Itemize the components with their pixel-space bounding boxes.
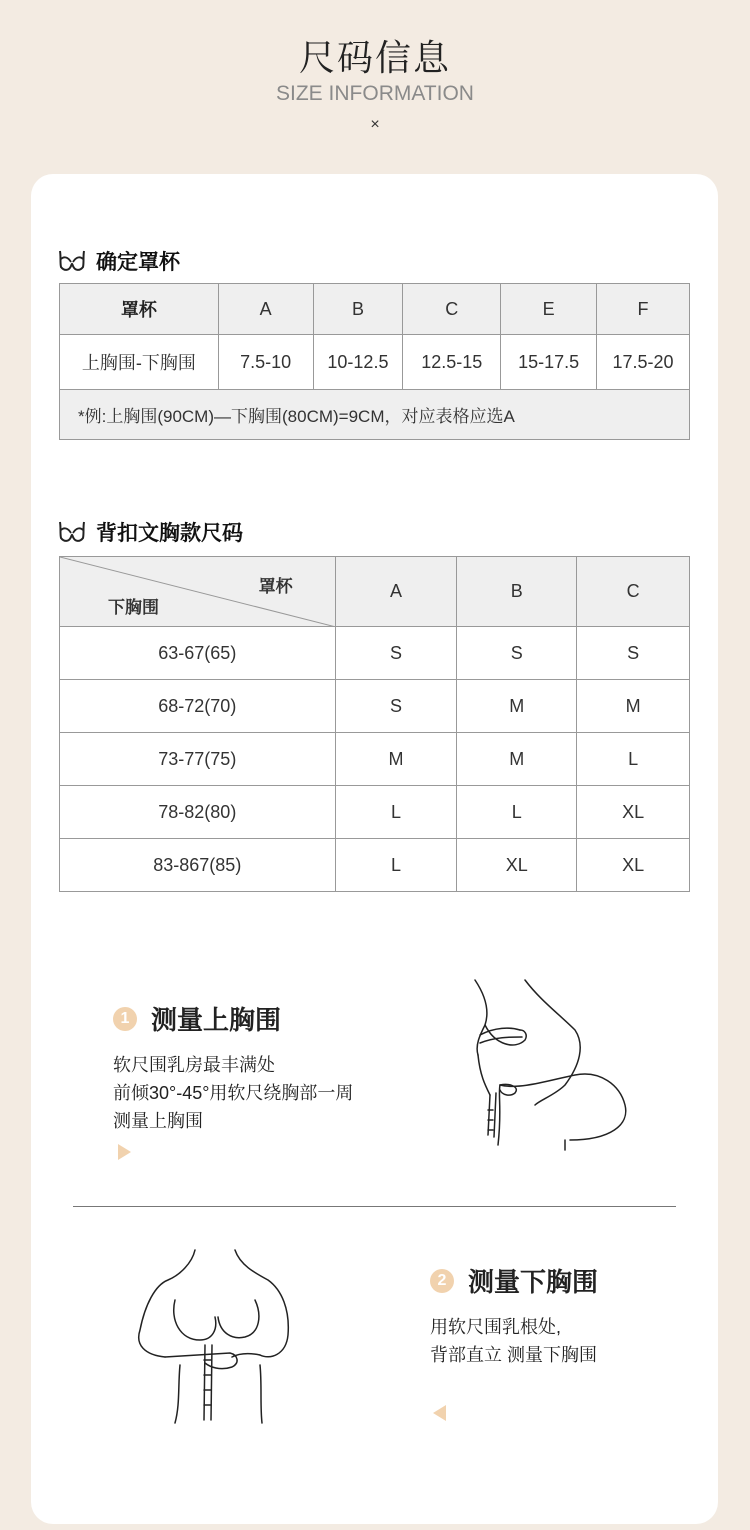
size-cell: L — [335, 786, 457, 839]
cup-value-cell: 15-17.5 — [501, 335, 597, 390]
close-icon[interactable]: × — [370, 116, 380, 133]
step-upper-bust — [113, 1000, 353, 1135]
size-cell: L — [577, 733, 690, 786]
size-cell: M — [335, 733, 457, 786]
cup-row-label: 上胸围-下胸围 — [60, 335, 219, 390]
step-title-text: 测量上胸围 — [151, 1005, 282, 1035]
size-cell: M — [457, 733, 577, 786]
table-row — [60, 680, 690, 733]
cup-table-row — [60, 335, 690, 390]
size-header-cell: C — [577, 557, 690, 627]
cup-header-cell: A — [218, 284, 313, 335]
cup-header-cell: E — [501, 284, 597, 335]
cup-section-title — [58, 246, 180, 276]
page-title: 尺码信息 — [298, 37, 451, 78]
cup-value-cell: 12.5-15 — [403, 335, 501, 390]
size-cell: XL — [577, 786, 690, 839]
play-right-icon — [118, 1144, 131, 1160]
size-table — [59, 556, 690, 892]
table-row — [60, 786, 690, 839]
cup-value-cell: 10-12.5 — [313, 335, 403, 390]
size-header-cell: A — [335, 557, 457, 627]
upper-bust-illustration — [440, 975, 640, 1155]
corner-under-label: 下胸围 — [108, 598, 159, 617]
cup-table-note-row — [60, 390, 690, 440]
size-cell: S — [457, 627, 577, 680]
play-left-icon — [433, 1405, 446, 1421]
corner-cell — [60, 557, 336, 627]
corner-cup-label: 罩杯 — [258, 577, 293, 596]
size-cell: XL — [457, 839, 577, 892]
under-cell: 73-77(75) — [60, 733, 336, 786]
step-title — [113, 1000, 353, 1037]
size-cell: XL — [577, 839, 690, 892]
step-description — [113, 1051, 353, 1135]
size-cell: S — [577, 627, 690, 680]
divider — [73, 1206, 676, 1207]
cup-note: *例:上胸围(90CM)—下胸围(80CM)=9CM，对应表格应选A — [60, 390, 690, 440]
table-row — [60, 839, 690, 892]
cup-header-cell: F — [597, 284, 690, 335]
size-cell: S — [335, 680, 457, 733]
step-under-bust — [430, 1262, 598, 1369]
cup-header-label: 罩杯 — [60, 284, 219, 335]
cup-section-label: 确定罩杯 — [96, 251, 180, 274]
table-row — [60, 627, 690, 680]
cup-value-cell: 7.5-10 — [218, 335, 313, 390]
page-subtitle: SIZE INFORMATION — [276, 82, 474, 105]
step-line: 测量上胸围 — [113, 1111, 203, 1131]
step-number-badge: 2 — [430, 1269, 454, 1293]
step-line: 前倾30°-45°用软尺绕胸部一周 — [113, 1083, 354, 1103]
diagonal-line — [60, 557, 336, 627]
cup-table — [59, 283, 690, 440]
step-line: 软尺围乳房最丰满处 — [113, 1055, 275, 1075]
cup-header-cell: C — [403, 284, 501, 335]
size-cell: L — [457, 786, 577, 839]
size-cell: M — [577, 680, 690, 733]
size-cell: L — [335, 839, 457, 892]
under-cell: 78-82(80) — [60, 786, 336, 839]
step-number-badge: 1 — [113, 1007, 137, 1031]
step-title-text: 测量下胸围 — [468, 1267, 599, 1297]
step-description — [430, 1313, 598, 1369]
under-cell: 63-67(65) — [60, 627, 336, 680]
step-line: 用软尺围乳根处, — [430, 1317, 562, 1337]
cup-header-cell: B — [313, 284, 403, 335]
under-cell: 68-72(70) — [60, 680, 336, 733]
bra-icon — [58, 249, 86, 273]
table-row — [60, 733, 690, 786]
size-section-title — [58, 517, 243, 547]
under-bust-illustration — [120, 1245, 320, 1425]
cup-value-cell: 17.5-20 — [597, 335, 690, 390]
size-header-cell: B — [457, 557, 577, 627]
step-line: 背部直立 测量下胸围 — [430, 1345, 598, 1365]
cup-table-header — [60, 284, 690, 335]
size-section-label: 背扣文胸款尺码 — [96, 522, 243, 545]
size-cell: M — [457, 680, 577, 733]
size-table-header — [60, 557, 690, 627]
size-cell: S — [335, 627, 457, 680]
step-title — [430, 1262, 598, 1299]
bra-icon — [58, 520, 86, 544]
under-cell: 83-867(85) — [60, 839, 336, 892]
